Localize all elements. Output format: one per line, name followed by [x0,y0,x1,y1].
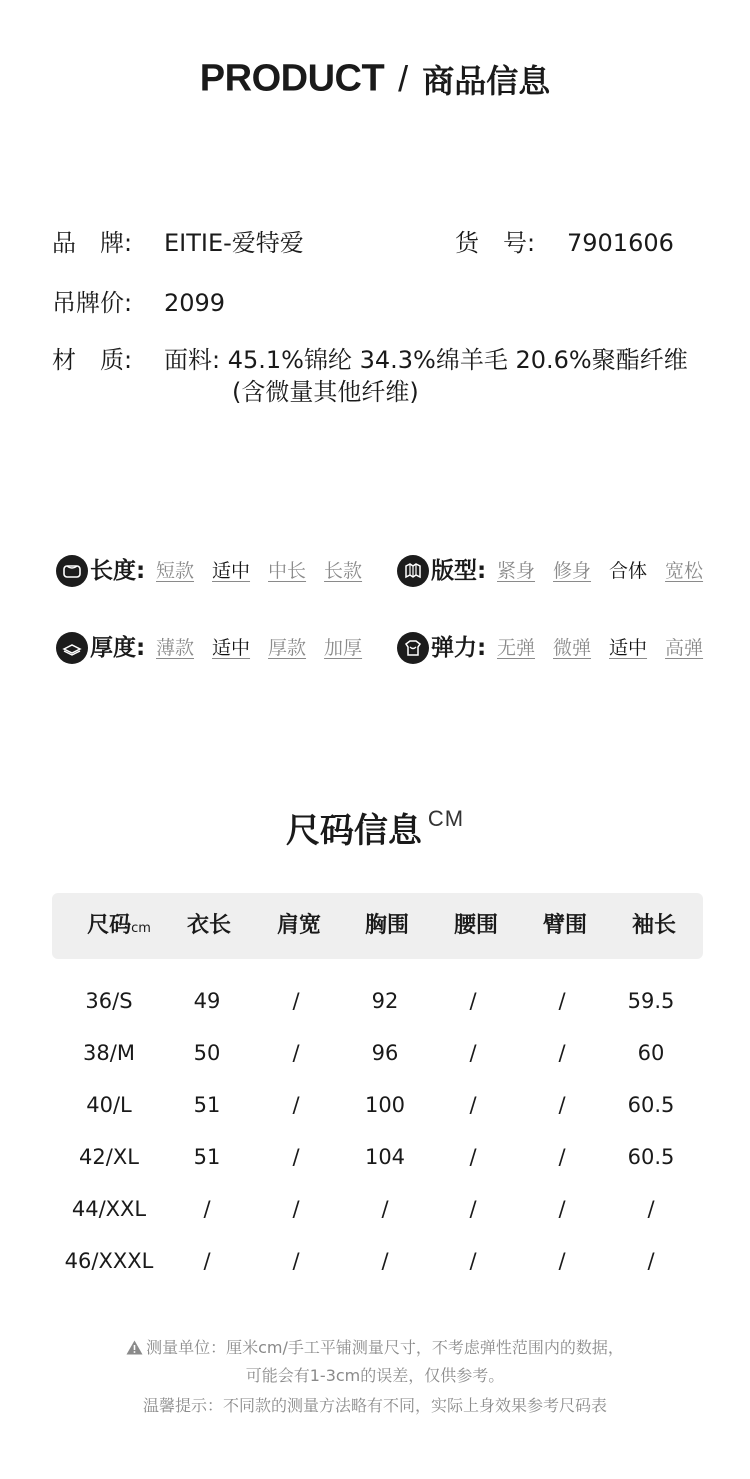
header-arm: 臂围 [542,913,587,938]
elasticity-attribute [397,632,717,666]
table-cell: / [558,1041,566,1065]
table-cell: / [647,1249,655,1273]
title-en: PRODUCT [199,57,385,100]
thickness-attribute [56,632,376,666]
table-row [52,1039,703,1067]
table-cell: / [469,989,477,1013]
length-option-medium: 适中 [212,560,251,582]
header-length: 衣长 [186,913,231,938]
table-cell: 44/XXL [71,1197,147,1221]
table-cell: / [647,1197,655,1221]
title-cn: 商品信息 [422,62,551,100]
length-attribute [56,555,376,589]
table-cell: 42/XL [79,1145,139,1169]
table-cell: 40/L [86,1093,132,1117]
thickness-option-thin: 薄款 [156,637,195,659]
table-cell: 60.5 [627,1093,675,1117]
table-cell: / [469,1041,477,1065]
table-cell: / [203,1249,211,1273]
size-section-title [0,803,750,852]
length-option-mid-long: 中长 [268,560,307,582]
table-cell: / [203,1197,211,1221]
table-cell: 46/XXXL [64,1249,154,1273]
note-line1: 测量单位：厘米cm/手工平铺测量尺寸，不考虑弹性范围内的数据， [146,1338,624,1357]
fit-option-loose: 宽松 [665,560,704,582]
table-cell: / [292,1145,300,1169]
price-label: 吊牌价: [52,289,133,317]
fit-attribute [397,555,717,589]
table-cell: / [558,1145,566,1169]
table-cell: 92 [371,989,399,1013]
page-title [0,56,750,102]
size-title-unit: CM [427,806,465,831]
fit-option-regular: 合体 [609,560,648,582]
note-line2: 可能会有1-3cm的误差，仅供参考。 [245,1366,505,1385]
table-cell: 59.5 [627,989,675,1013]
table-row [52,987,703,1015]
thickness-option-medium: 适中 [212,637,251,659]
size-table-header [52,893,703,959]
thickness-option-extra-thick: 加厚 [324,637,363,659]
table-cell: 104 [364,1145,406,1169]
tip-note: 温馨提示：不同款的测量方法略有不同，实际上身效果参考尺码表 [142,1396,607,1415]
table-cell: / [558,1197,566,1221]
header-waist: 腰围 [453,913,498,938]
thickness-label: 厚度: [90,635,146,661]
brand-value: EITIE-爱特爱 [164,229,304,257]
price-value: 2099 [164,289,226,317]
table-cell: 38/M [83,1041,135,1065]
length-label: 长度: [90,558,146,584]
length-options [156,558,362,584]
table-cell: / [381,1197,389,1221]
header-size-unit: cm [131,921,151,936]
table-cell: 60 [637,1041,665,1065]
item-value: 7901606 [567,229,674,257]
table-cell: / [469,1093,477,1117]
size-title-text: 尺码信息 [285,811,422,851]
warning-icon [126,1339,143,1361]
header-chest: 胸围 [364,913,409,938]
elasticity-option-slight: 微弹 [553,637,592,659]
table-cell: / [469,1197,477,1221]
table-cell: / [558,1249,566,1273]
table-row [52,1195,703,1223]
thickness-icon [56,632,88,664]
table-cell: / [558,989,566,1013]
table-cell: / [558,1093,566,1117]
measurement-note [0,1337,750,1361]
table-cell: 100 [364,1093,406,1117]
table-cell: / [292,1249,300,1273]
table-cell: 49 [193,989,221,1013]
table-cell: / [292,1197,300,1221]
material-value-line2: (含微量其他纤维) [232,378,419,406]
elasticity-options [497,635,703,661]
fit-option-tight: 紧身 [497,560,536,582]
header-size: 尺码cm [87,913,151,938]
price-row [52,287,225,319]
elasticity-option-none: 无弹 [497,637,536,659]
title-slash: / [398,58,409,99]
table-cell: 51 [193,1093,221,1117]
thickness-option-thick: 厚款 [268,637,307,659]
table-cell: / [292,1041,300,1065]
fit-options [497,558,703,584]
table-cell: / [292,989,300,1013]
length-option-short: 短款 [156,560,195,582]
table-cell: / [381,1249,389,1273]
material-value: 面料: 45.1%锦纶 34.3%绵羊毛 20.6%聚酯纤维 [164,346,688,374]
table-cell: / [469,1145,477,1169]
material-label: 材 质: [52,346,133,374]
material-row [52,344,688,376]
table-row [52,1143,703,1171]
fit-option-slim: 修身 [553,560,592,582]
table-cell: 36/S [85,989,133,1013]
item-label: 货 号: [455,229,536,257]
elasticity-label: 弹力: [431,635,487,661]
table-row [52,1091,703,1119]
elasticity-option-medium: 适中 [609,637,648,659]
thickness-options [156,635,362,661]
table-row [52,1247,703,1275]
item-number-row [455,227,674,259]
length-option-long: 长款 [324,560,363,582]
fit-label: 版型: [431,558,487,584]
length-icon [56,555,88,587]
table-cell: / [292,1093,300,1117]
elasticity-option-high: 高弹 [665,637,704,659]
header-sleeve: 袖长 [631,913,676,938]
fit-icon [397,555,429,587]
table-cell: 60.5 [627,1145,675,1169]
brand-label: 品 牌: [52,229,133,257]
table-cell: / [469,1249,477,1273]
table-cell: 96 [371,1041,399,1065]
table-cell: 51 [193,1145,221,1169]
table-cell: 50 [193,1041,221,1065]
brand-row [52,227,304,259]
header-shoulder: 肩宽 [276,913,321,938]
elasticity-icon [397,632,429,664]
